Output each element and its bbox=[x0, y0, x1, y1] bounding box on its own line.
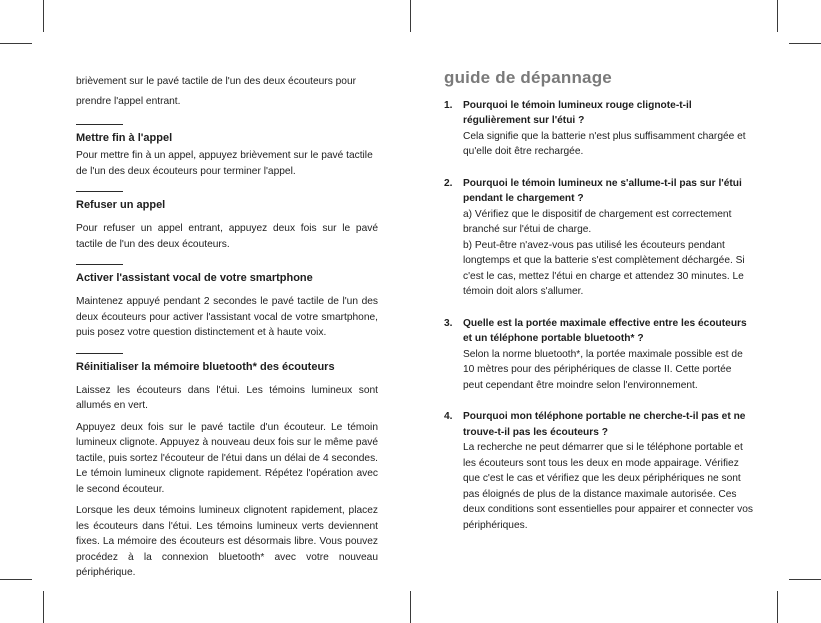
section-paragraph: Appuyez deux fois sur le pavé tactile d'un écouteur. Le témoin lumineux clignote. Appuyez à nouveau deux fois sur le même pavé tactile, puis sortez l'écouteur de l'étui dans un délai de 4 secondes. Le témoin lumineux clignote rapidement. Répétez l'opération avec le second écouteur. bbox=[76, 421, 378, 495]
section-paragraph: Maintenez appuyé pendant 2 secondes le pavé tactile de l'un des deux écouteurs pour activer l'assistant vocal de votre smartphone, puis posez votre question distinctement et à haute voix. bbox=[76, 296, 378, 338]
crop-mark bbox=[43, 591, 44, 623]
section-divider bbox=[76, 191, 123, 192]
crop-mark bbox=[777, 0, 778, 32]
crop-mark bbox=[410, 591, 411, 623]
faq-answer: La recherche ne peut démarrer que si le téléphone portable et les écouteurs sont tous les deux en mode appairage. Vérifiez que c'est le cas et vérifiez que les deux périphériques ne sont pas éloignés de plus de la distance maximale autorisée. Ces deux conditions sont essentielles pour appairer et connecter vos périphériques. bbox=[463, 442, 753, 531]
section-paragraph: Laissez les écouteurs dans l'étui. Les témoins lumineux sont allumés en vert. bbox=[76, 384, 378, 411]
section-title: Activer l'assistant vocal de votre smartphone bbox=[76, 272, 313, 284]
page-title: guide de dépannage bbox=[444, 68, 612, 87]
section-paragraph: Pour refuser un appel entrant, appuyez deux fois sur le pavé tactile de l'un des deux écouteurs. bbox=[76, 223, 378, 250]
section-title: Réinitialiser la mémoire bluetooth* des écouteurs bbox=[76, 360, 335, 373]
section-divider bbox=[76, 353, 123, 354]
section-paragraph: Lorsque les deux témoins lumineux clignotent rapidement, placez les écouteurs dans l'étui. Les témoins lumineux verts deviennent fixes. La mémoire des écouteurs est désormais libre. Vous pouvez procédez à la connexion bluetooth* avec votre nouveau périphérique. bbox=[76, 505, 378, 578]
section-reset-memory bbox=[76, 353, 378, 581]
faq-number: 4. bbox=[444, 411, 453, 422]
faq-question: Pourquoi le témoin lumineux rouge clignote-t-il régulièrement sur l'étui ? bbox=[463, 99, 692, 126]
faq-number: 2. bbox=[444, 177, 453, 189]
faq-answer: Cela signifie que la batterie n'est plus suffisamment chargée et qu'elle doit être rechargée. bbox=[463, 130, 746, 157]
faq-item bbox=[444, 176, 754, 300]
crop-mark bbox=[0, 43, 32, 44]
faq-answer: Selon la norme bluetooth*, la portée maximale possible est de 10 mètres pour des périphériques de classe II. Cette portée peut cependant être moindre selon l'environnement. bbox=[463, 348, 743, 391]
crop-mark bbox=[410, 0, 411, 32]
crop-mark bbox=[43, 0, 44, 32]
section-paragraph: Pour mettre fin à un appel, appuyez brièvement sur le pavé tactile de l'un des deux écouteurs pour terminer l'appel. bbox=[76, 150, 373, 177]
crop-mark bbox=[777, 591, 778, 623]
faq-answer: a) Vérifiez que le dispositif de chargement est correctement branché sur l'étui de charge. b) Peut-être n'avez-vous pas utilisé les écouteurs pendant longtemps et que la batterie s'est complètement déchargée. Si c'est le cas, mettez l'étui en charge et attendez 30 minutes. Le témoin doit alors s'allumer. bbox=[463, 208, 745, 297]
right-page bbox=[444, 70, 754, 549]
faq-question: Pourquoi mon téléphone portable ne cherche-t-il pas et ne trouve-t-il pas les écouteurs ? bbox=[463, 411, 746, 438]
section-title: Refuser un appel bbox=[76, 199, 166, 211]
faq-number: 1. bbox=[444, 99, 453, 111]
section-divider bbox=[76, 264, 123, 265]
section-divider bbox=[76, 124, 123, 125]
crop-mark bbox=[789, 43, 821, 44]
faq-item bbox=[444, 409, 754, 533]
intro-text: brièvement sur le pavé tactile de l'un des deux écouteurs pour prendre l'appel entrant. bbox=[76, 76, 357, 107]
faq-question: Pourquoi le témoin lumineux ne s'allume-t-il pas sur l'étui pendant le chargement ? bbox=[463, 177, 742, 204]
section-refuse-call bbox=[76, 191, 378, 252]
section-title: Mettre fin à l'appel bbox=[76, 132, 173, 144]
left-page bbox=[76, 72, 378, 587]
faq-number: 3. bbox=[444, 317, 453, 329]
faq-item bbox=[444, 316, 754, 394]
section-voice-assistant bbox=[76, 264, 378, 341]
section-end-call bbox=[76, 124, 378, 179]
faq-question: Quelle est la portée maximale effective entre les écouteurs et un téléphone portable bluetooth* ? bbox=[463, 317, 747, 344]
crop-mark bbox=[789, 579, 821, 580]
faq-item bbox=[444, 98, 754, 160]
crop-mark bbox=[0, 579, 32, 580]
